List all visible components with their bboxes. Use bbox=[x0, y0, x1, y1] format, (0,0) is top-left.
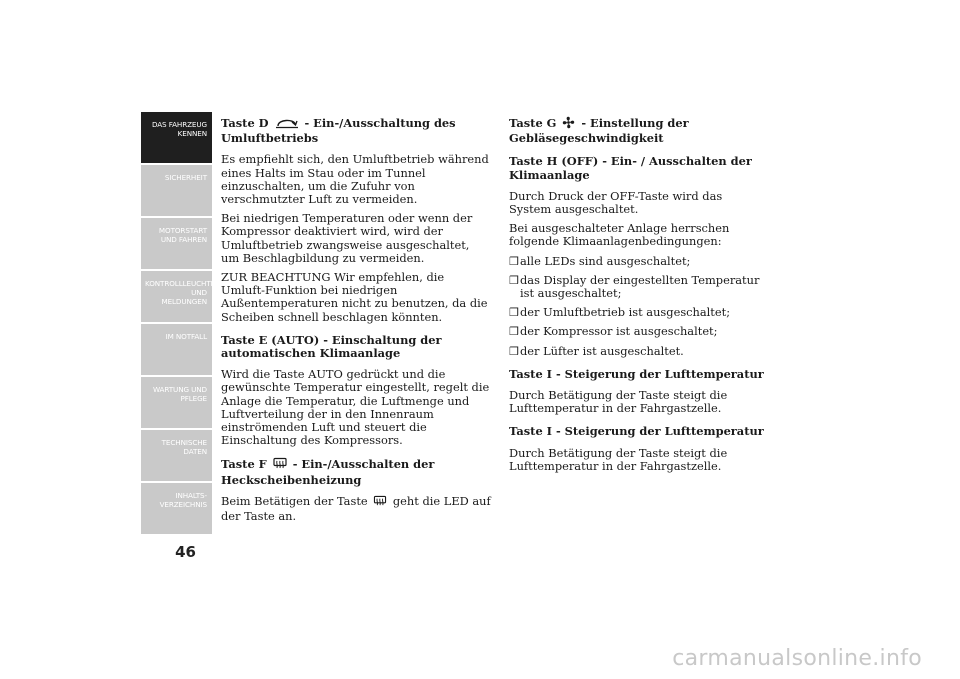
list-item bbox=[509, 325, 764, 338]
heading-taste-e: Taste E (AUTO) - Einschaltung der automatischen Klimaanlage bbox=[221, 332, 442, 361]
tab-inhaltsverzeichnis[interactable]: INHALTS- VERZEICHNIS bbox=[141, 483, 212, 534]
list-item-text: alle LEDs sind ausgeschaltet; bbox=[520, 253, 691, 268]
list-item bbox=[509, 255, 764, 268]
checkbox-bullet-icon: ❒ bbox=[509, 325, 519, 339]
page-number: 46 bbox=[175, 543, 196, 561]
tab-sicherheit[interactable]: SICHERHEIT bbox=[141, 165, 212, 216]
list-item bbox=[509, 274, 764, 300]
checkbox-bullet-icon: ❒ bbox=[509, 344, 519, 358]
list-item bbox=[509, 306, 764, 319]
heading-taste-i: Taste I - Steigerung der Lufttemperatur bbox=[509, 366, 764, 381]
tab-das-fahrzeug-kennen[interactable]: DAS FAHRZEUG KENNEN bbox=[141, 112, 212, 163]
chapter-sidebar bbox=[141, 112, 221, 536]
section-taste-h bbox=[509, 155, 764, 357]
recirculation-icon bbox=[275, 116, 299, 132]
checkbox-bullet-icon: ❒ bbox=[509, 306, 519, 320]
tab-im-notfall[interactable]: IM NOTFALL bbox=[141, 324, 212, 375]
heading-taste-f bbox=[221, 457, 491, 486]
tab-kontrollleuchten[interactable]: KONTROLLLEUCHTEN UND MELDUNGEN bbox=[141, 271, 212, 322]
tab-motorstart-und-fahren[interactable]: MOTORSTART UND FAHREN bbox=[141, 218, 212, 269]
paragraph-suffix: geht die LED auf der Taste an. bbox=[221, 493, 491, 524]
list-item-text: der Umluftbetrieb ist ausgeschaltet; bbox=[520, 305, 731, 320]
heading-prefix: Taste F bbox=[221, 457, 267, 472]
section-taste-g bbox=[509, 116, 764, 145]
section-taste-i-2 bbox=[509, 425, 764, 473]
checkbox-bullet-icon: ❒ bbox=[509, 273, 519, 287]
section-taste-e bbox=[221, 334, 491, 448]
list-item bbox=[509, 345, 764, 358]
checkbox-bullet-icon: ❒ bbox=[509, 254, 519, 268]
rear-defrost-icon bbox=[273, 457, 287, 473]
list-item-text: der Kompressor ist ausgeschaltet; bbox=[520, 324, 718, 339]
paragraph: Bei ausgeschalteter Anlage herrschen folgende Klimaanlagenbedingungen: bbox=[509, 221, 730, 249]
rear-defrost-icon bbox=[373, 495, 387, 510]
paragraph: Durch Druck der OFF-Taste wird das System ausgeschaltet. bbox=[509, 188, 723, 217]
heading-prefix: Taste G bbox=[509, 116, 557, 130]
paragraph: Bei niedrigen Temperaturen oder wenn der Kompressor deaktiviert wird, wird der Umluftbetrieb zwangsweise ausgeschaltet, um Beschlagbildung zu vermeiden. bbox=[221, 211, 473, 265]
tab-wartung-und-pflege[interactable]: WARTUNG UND PFLEGE bbox=[141, 377, 212, 428]
paragraph: Durch Betätigung der Taste steigt die Lufttemperatur in der Fahrgastzelle. bbox=[509, 445, 728, 473]
heading-prefix: Taste D bbox=[221, 116, 269, 130]
section-taste-f bbox=[221, 457, 491, 523]
list-item-text: das Display der eingestellten Temperatur ist ausgeschaltet; bbox=[520, 272, 760, 301]
section-taste-i-1 bbox=[509, 368, 764, 416]
watermark: carmanualsonline.info bbox=[672, 646, 922, 671]
list-item-text: der Lüfter ist ausgeschaltet. bbox=[520, 343, 684, 358]
paragraph bbox=[221, 495, 491, 523]
heading-suffix: - Einstellung der Gebläsegeschwindigkeit bbox=[509, 116, 689, 146]
heading-suffix: - Ein-/Ausschalten der Heckscheibenheizung bbox=[221, 457, 435, 487]
heading-taste-h: Taste H (OFF) - Ein- / Ausschalten der Klimaanlage bbox=[509, 154, 752, 182]
paragraph-prefix: Beim Betätigen der Taste bbox=[221, 493, 368, 508]
fan-icon bbox=[562, 116, 575, 132]
heading-taste-i: Taste I - Steigerung der Lufttemperatur bbox=[509, 424, 764, 439]
paragraph: Durch Betätigung der Taste steigt die Lufttemperatur in der Fahrgastzelle. bbox=[509, 388, 728, 416]
paragraph: Es empfiehlt sich, den Umluftbetrieb während eines Halts im Stau oder im Tunnel einzuschalten, um die Zufuhr von verschmutzter Luft zu vermeiden. bbox=[221, 152, 489, 207]
section-taste-d bbox=[221, 116, 491, 324]
paragraph: Wird die Taste AUTO gedrückt und die gewünschte Temperatur eingestellt, regelt die Anlage die Temperatur, die Luftmenge und Luftverteilung der in den Innenraum einströmenden Luft und steuert die Einschaltung des Kompressors. bbox=[221, 367, 490, 448]
note-paragraph: ZUR BEACHTUNG Wir empfehlen, die Umluft-Funktion bei niedrigen Außentemperaturen nicht zu benutzen, da die Scheiben schnell beschlagen könnten. bbox=[221, 270, 488, 324]
heading-suffix: - Ein-/Ausschaltung des Umluftbetriebs bbox=[221, 116, 456, 146]
heading-taste-d bbox=[221, 116, 491, 145]
right-column bbox=[509, 116, 764, 483]
left-column bbox=[221, 116, 491, 533]
heading-taste-g bbox=[509, 116, 764, 145]
tab-technische-daten[interactable]: TECHNISCHE DATEN bbox=[141, 430, 212, 481]
